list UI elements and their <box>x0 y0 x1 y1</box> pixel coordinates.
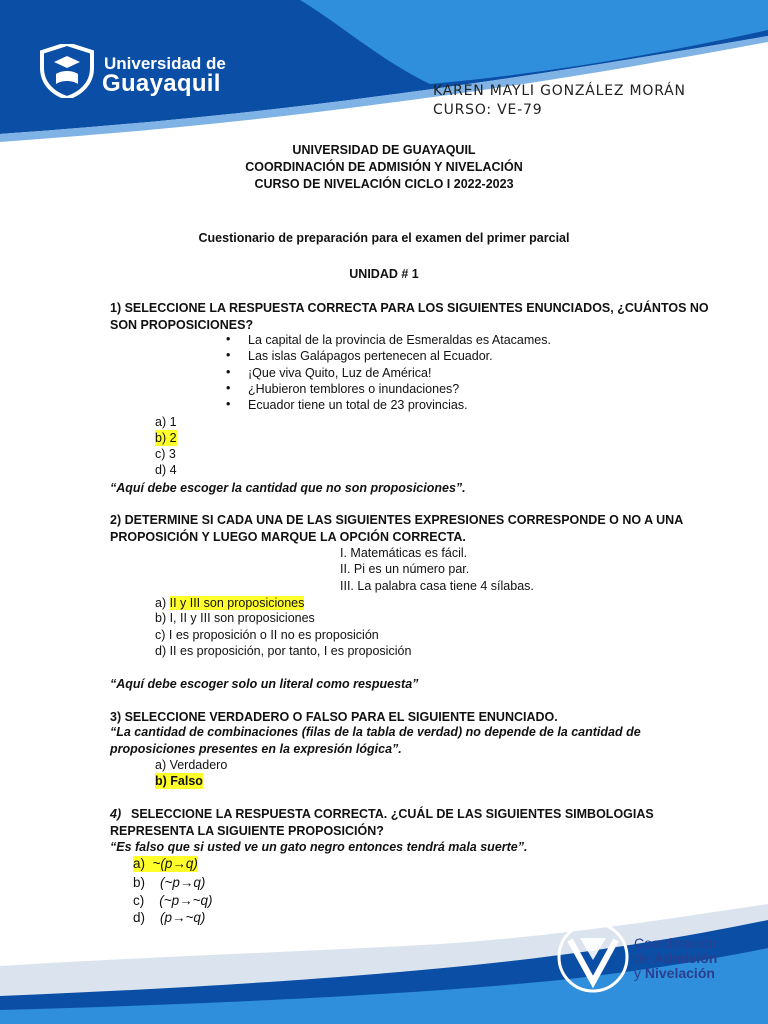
coordination-logo <box>552 920 752 1000</box>
coord-line3: y Nivelación <box>634 965 715 981</box>
bullet-icon: • <box>226 365 231 379</box>
bullet-icon: • <box>226 381 231 395</box>
q3-text: 3) SELECCIONE VERDADERO O FALSO PARA EL SIGUIENTE ENUNCIADO. <box>110 710 558 724</box>
ug-emblem-icon <box>556 920 630 994</box>
q2-note: “Aquí debe escoger solo un literal como respuesta” <box>110 677 419 691</box>
university-logo <box>34 30 224 98</box>
q1-item: Las islas Galápagos pertenecen al Ecuador. <box>248 349 493 363</box>
q2-option-b: b) I, II y III son proposiciones <box>155 611 315 625</box>
bullet-icon: • <box>226 348 231 362</box>
q4-option-expr: ~(p→q) <box>152 856 198 871</box>
q1-option-c: c) 3 <box>155 447 176 461</box>
q2-text-line1: 2) DETERMINE SI CADA UNA DE LAS SIGUIENTES EXPRESIONES CORRESPONDE O NO A UNA <box>110 513 684 527</box>
title-line3: CURSO DE NIVELACIÓN CICLO I 2022-2023 <box>254 177 514 191</box>
q4-option-letter: b) <box>133 875 146 890</box>
q1-text-line2: SON PROPOSICIONES? <box>110 318 254 332</box>
q3-quote-line2: proposiciones presentes en la expresión lógica”. <box>110 742 402 756</box>
q4-text-line2: REPRESENTA LA SIGUIENTE PROPOSICIÓN? <box>110 824 384 838</box>
student-course: CURSO: VE-79 <box>433 102 543 118</box>
university-shield-icon <box>36 44 98 98</box>
q2-item: III. La palabra casa tiene 4 sílabas. <box>340 579 534 593</box>
student-name: KAREN MAYLI GONZÁLEZ MORÁN <box>433 83 686 99</box>
q3-option-b-selected: b) Falso <box>155 774 203 788</box>
q3-option-a: a) Verdadero <box>155 758 228 772</box>
q1-option-d: d) 4 <box>155 463 177 477</box>
q4-option-expr: (~p→~q) <box>159 893 213 908</box>
q2-option-a-selected-text: II y III son proposiciones <box>169 596 305 610</box>
unit-heading: UNIDAD # 1 <box>349 267 419 281</box>
q1-item: Ecuador tiene un total de 23 provincias. <box>248 398 468 412</box>
q4-option-letter: a) <box>133 856 146 871</box>
student-info <box>433 82 686 120</box>
subtitle: Cuestionario de preparación para el examen del primer parcial <box>198 231 570 245</box>
bullet-icon: • <box>226 397 231 411</box>
q2-option-a-prefix: a) <box>155 596 170 610</box>
q2-option-a <box>155 595 304 611</box>
title-line1: UNIVERSIDAD DE GUAYAQUIL <box>292 143 476 157</box>
coordination-logo-text <box>634 936 717 981</box>
bullet-icon: • <box>226 332 231 346</box>
q1-option-a: a) 1 <box>155 415 177 429</box>
logo-text-line2: Guayaquil <box>102 70 221 97</box>
q2-item: II. Pi es un número par. <box>340 562 470 576</box>
q1-note: “Aquí debe escoger la cantidad que no son proposiciones”. <box>110 481 466 495</box>
q4-text-line1: SELECCIONE LA RESPUESTA CORRECTA. ¿CUÁL DE LAS SIGUIENTES SIMBOLOGIAS <box>131 807 654 821</box>
q1-option-b-selected: b) 2 <box>155 431 177 445</box>
q4-option-letter: c) <box>133 893 145 908</box>
q1-item: La capital de la provincia de Esmeraldas es Atacames. <box>248 333 551 347</box>
q3-quote-line1: “La cantidad de combinaciones (filas de la tabla de verdad) no depende de la cantidad de <box>110 725 641 739</box>
q4-option-b <box>133 875 205 891</box>
q2-item: I. Matemáticas es fácil. <box>340 546 468 560</box>
q2-option-d: d) II es proposición, por tanto, I es proposición <box>155 644 412 658</box>
logo-text-line1: Universidad de <box>104 54 226 73</box>
q1-item: ¿Hubieron temblores o inundaciones? <box>248 382 460 396</box>
q4-quote: “Es falso que si usted ve un gato negro entonces tendrá mala suerte”. <box>110 840 528 854</box>
q4-option-expr: (p→~q) <box>160 910 206 925</box>
q2-option-c: c) I es proposición o II no es proposición <box>155 628 379 642</box>
q4-option-letter: d) <box>133 910 146 925</box>
title-line2: COORDINACIÓN DE ADMISIÓN Y NIVELACIÓN <box>245 160 523 174</box>
q4-option-a-selected <box>133 856 198 872</box>
q4-option-expr: (~p→q) <box>160 875 206 890</box>
q1-text-line1: 1) SELECCIONE LA RESPUESTA CORRECTA PARA LOS SIGUIENTES ENUNCIADOS, ¿CUÁNTOS NO <box>110 301 709 315</box>
coord-line1: Coordinación <box>634 935 717 951</box>
q1-item: ¡Que viva Quito, Luz de América! <box>248 366 432 380</box>
coord-line2: de Admisión <box>634 950 718 966</box>
q4-number: 4) <box>110 807 122 821</box>
q2-text-line2: PROPOSICIÓN Y LUEGO MARQUE LA OPCIÓN CORRECTA. <box>110 530 466 544</box>
